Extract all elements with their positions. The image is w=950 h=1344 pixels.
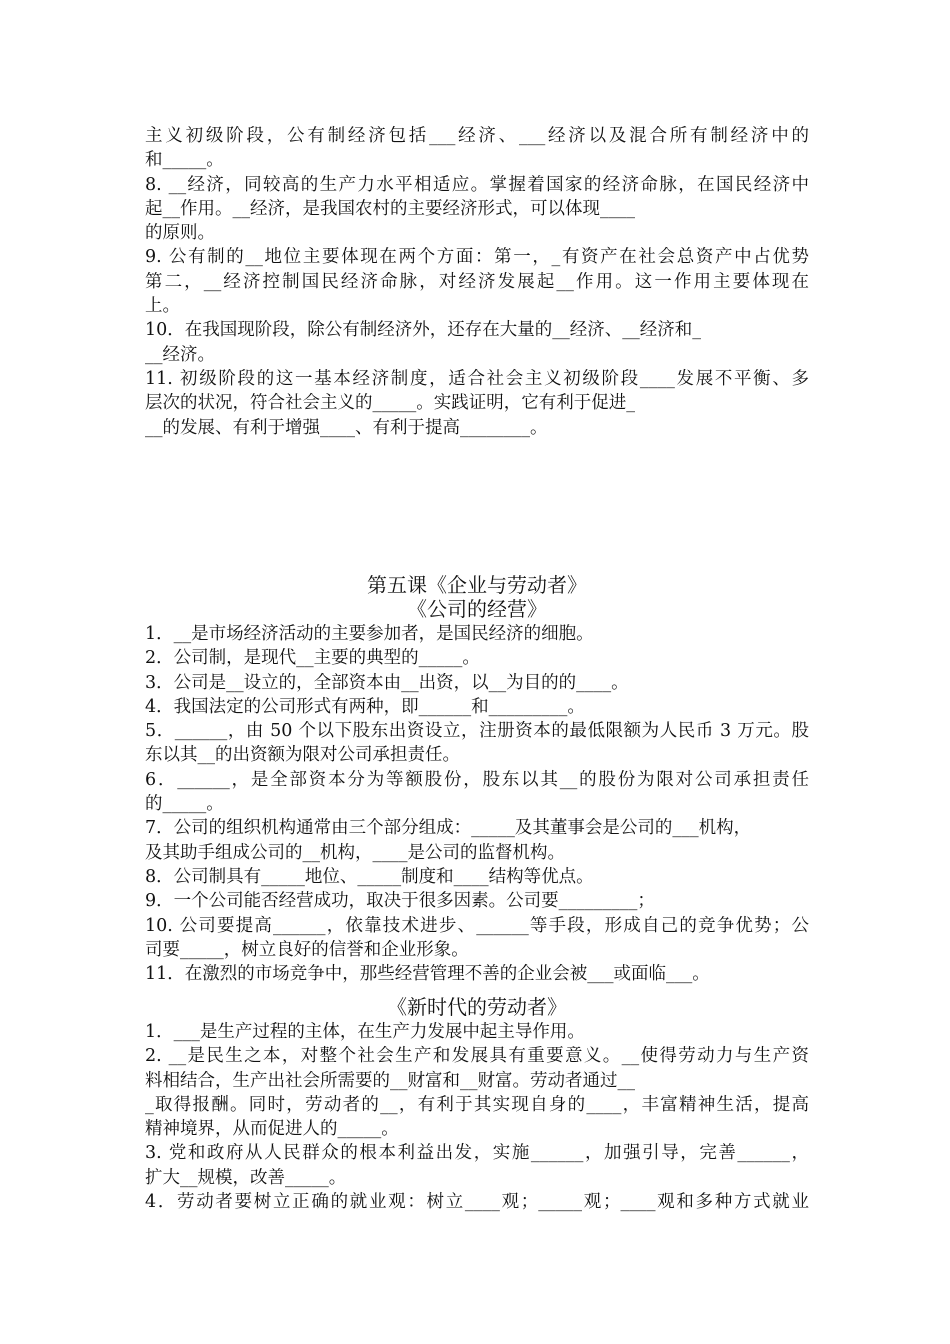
text-line: __经济。 (145, 344, 215, 365)
text-line: 7．公司的组织机构通常由三个部分组成：_____及其董事会是公司的___机构， (145, 818, 752, 839)
text-line: 4．劳动者要树立正确的就业观：树立____观；_____观；____观和多种方式就业 (145, 1192, 809, 1213)
text-line: _取得报酬。同时，劳动者的__，有利于其实现自身的____，丰富精神生活，提高 (145, 1094, 809, 1115)
text-line: 及其助手组成公司的__机构，____是公司的监督机构。 (145, 842, 565, 863)
workers-section (145, 1020, 809, 1214)
text-line: 第二，__经济控制国民经济命脉，对经济发展起__作用。这一作用主要体现在 (145, 271, 809, 292)
text-line: 起__作用。__经济，是我国农村的主要经济形式，可以体现____ (145, 198, 635, 219)
text-line: 11．在激烈的市场竞争中，那些经营管理不善的企业会被___或面临___。 (145, 964, 710, 985)
text-line: 精神境界，从而促进人的_____。 (145, 1119, 399, 1140)
text-line: 9. 公有制的__地位主要体现在两个方面：第一，_有资产在社会总资产中占优势 (145, 247, 809, 268)
subsection-title: 《新时代的劳动者》 (387, 995, 567, 1019)
text-line: 主义初级阶段，公有制经济包括___经济、___经济以及混合所有制经济中的 (145, 126, 809, 146)
text-line: 9．一个公司能否经营成功，取决于很多因素。公司要_________； (145, 891, 655, 912)
top-section (145, 124, 809, 440)
text-line: 11. 初级阶段的这一基本经济制度，适合社会主义初级阶段____发展不平衡、多 (145, 368, 809, 389)
text-line: 2. __是民生之本，对整个社会生产和发展具有重要意义。__使得劳动力与生产资 (145, 1046, 809, 1067)
text-line: 层次的状况，符合社会主义的_____。实践证明，它有利于促进_ (145, 393, 635, 414)
text-line: 8. __经济，同较高的生产力水平相适应。掌握着国家的经济命脉，在国民经济中 (145, 174, 809, 195)
text-line: 10. 公司要提高______，依靠技术进步、______等手段，形成自己的竞争优势；公 (145, 915, 809, 936)
text-line: 10．在我国现阶段，除公有制经济外，还存在大量的__经济、__经济和_ (145, 320, 702, 341)
text-line: 扩大__规模，改善_____。 (145, 1167, 347, 1188)
company-operations-section (145, 622, 809, 986)
text-line: 3. 党和政府从人民群众的根本利益出发，实施______，加强引导，完善______， (145, 1143, 809, 1164)
text-line: 东以其__的出资额为限对公司承担责任。 (145, 745, 460, 766)
text-line: 3．公司是__设立的，全部资本由__出资，以__为目的的____。 (145, 672, 629, 693)
text-line: 6．______，是全部资本分为等额股份，股东以其__的股份为限对公司承担责任 (145, 769, 809, 790)
text-line: 8．公司制具有_____地位、_____制度和____结构等优点。 (145, 866, 594, 887)
text-line: 2．公司制，是现代__主要的典型的_____。 (145, 648, 480, 669)
text-line: 5．______，由 50 个以下股东出资设立，注册资本的最低限额为人民币 3 万元。股 (145, 721, 809, 742)
text-line: 司要_____，树立良好的信誉和企业形象。 (145, 939, 469, 960)
text-line: 4．我国法定的公司形式有两种，即______和_________。 (145, 696, 585, 717)
text-line: 的_____。 (145, 794, 224, 815)
text-line: __的发展、有利于增强____、有利于提高________。 (145, 417, 548, 438)
text-line: 的原则。 (145, 223, 215, 244)
text-line: 上。 (145, 296, 180, 317)
subsection-title: 《公司的经营》 (407, 597, 547, 621)
text-line: 1．__是市场经济活动的主要参加者，是国民经济的细胞。 (145, 624, 594, 644)
text-line: 1．___是生产过程的主体，在生产力发展中起主导作用。 (145, 1022, 585, 1042)
text-line: 和_____。 (145, 150, 224, 171)
lesson-title: 第五课《企业与劳动者》 (367, 573, 587, 597)
text-line: 料相结合，生产出社会所需要的__财富和__财富。劳动者通过__ (145, 1070, 635, 1091)
